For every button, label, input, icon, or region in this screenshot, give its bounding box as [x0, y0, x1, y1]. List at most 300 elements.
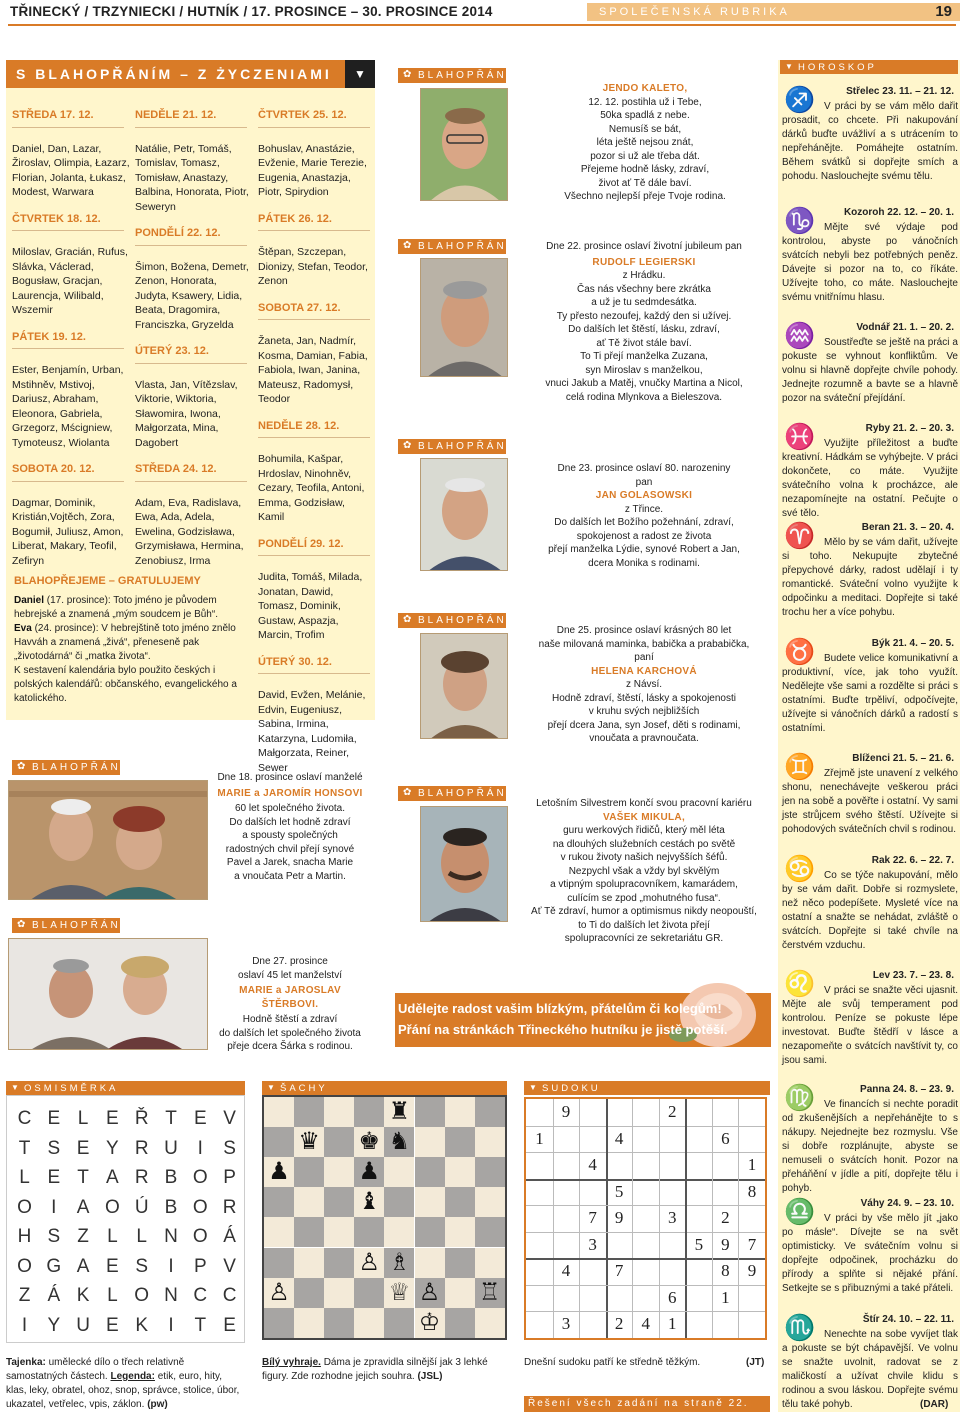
greet-daniel-text: (17. prosince): Toto jméno je původem hebrejské a znamená „mým soudcem je Bůh“.: [14, 595, 218, 620]
nameday-names: Miloslav, Gracián, Rufus, Slávka, Václerad, Bogusław, Gracjan, Laurencja, Wilibald, Wszemir: [12, 246, 128, 316]
nameday-names: David, Evžen, Melánie, Edvin, Eugeniusz, Sabina, Irmina, Katarzyna, Ludomiła, Małgorzata, Reiner, Sewer: [258, 689, 366, 774]
chess-square[interactable]: [475, 1308, 505, 1338]
sudoku-given[interactable]: 2: [721, 1208, 730, 1228]
sudoku-given[interactable]: 4: [641, 1314, 650, 1334]
word-search-letter[interactable]: Y: [47, 1314, 61, 1336]
word-search-letter[interactable]: R: [134, 1137, 149, 1159]
word-search-letter[interactable]: A: [76, 1196, 90, 1218]
honsovi-line: Pavel a Jarek, snacha Marie: [226, 857, 354, 868]
chess-square[interactable]: [264, 1248, 294, 1278]
legierski-line: Ty přesto nezoufej, každý den si užívej.: [556, 310, 732, 322]
zodiac-text-body: Mějte své výdaje pod kontrolou, abyste po vánočních svátcích nebyli bez potřebných peněz. Dávejte si pozor na to, co říkáte. Užívejte toho, co máte. Naslouchejte svému vnitřnímu hlasu.: [782, 222, 958, 303]
namedays-heading: S BLAHOPŘÁNÍM – Z ŻYCZENIAMI: [6, 60, 375, 88]
mikula-line: v rukou životy našich nejvyšších šéfů.: [560, 852, 728, 863]
chess-piece[interactable]: ♖: [478, 1278, 501, 1306]
legierski-line: a už je tu sedmdesátka.: [591, 297, 697, 308]
chess-square[interactable]: [324, 1217, 354, 1247]
word-search-letter[interactable]: H: [17, 1226, 32, 1247]
golasowski-name: JAN GOLASOWSKI: [595, 490, 693, 501]
sudoku-given[interactable]: 1: [747, 1155, 757, 1175]
mikula-line: Ať Tě zdraví, humor a optimismus nikdy neopouští,: [531, 906, 757, 917]
tajenka-text: umělecké dílo o třech relativně samostatných částech.: [6, 1357, 185, 1382]
word-search-letter[interactable]: O: [192, 1167, 208, 1188]
word-search-letter[interactable]: T: [194, 1314, 207, 1336]
word-search-letter[interactable]: K: [76, 1285, 90, 1306]
word-search-letter[interactable]: V: [223, 1255, 236, 1277]
word-search-letter[interactable]: R: [222, 1196, 237, 1218]
nameday-names: Natálie, Petr, Tomáš, Tomislav, Tomasz, Tomisław, Anastazy, Balbina, Honorata, Piotr, Seweryn: [135, 142, 249, 213]
chess-square[interactable]: [445, 1248, 475, 1278]
chess-piece[interactable]: ♝: [358, 1188, 381, 1216]
sterbovi-name: MARIE a JAROSLAV ŠTĚRBOVI.: [239, 985, 341, 1010]
word-search-letter[interactable]: S: [47, 1137, 61, 1159]
word-search-letter[interactable]: A: [106, 1167, 119, 1188]
sudoku-given[interactable]: 7: [588, 1208, 597, 1228]
nameday-date: SOBOTA 20. 12.: [12, 462, 124, 482]
nameday-date: PONDĚLÍ 29. 12.: [258, 537, 370, 557]
photo-jenda-kaleta: [420, 88, 508, 201]
chess-square[interactable]: [475, 1157, 505, 1187]
chess-square[interactable]: [384, 1187, 414, 1217]
chess-square[interactable]: [294, 1308, 324, 1338]
word-search-letter[interactable]: L: [107, 1226, 118, 1247]
sudoku-gridline: [526, 1232, 765, 1233]
chess-piece[interactable]: ♔: [418, 1308, 441, 1336]
nameday-names: Dagmar, Dominik, Kristián,Vojtěch, Zora, Bogumił, Juliusz, Amon, Liberat, Makary, Teofil, Zefiryn: [12, 496, 124, 567]
blahoprani-label-4: ✿ BLAHOPŘÁNÍ: [398, 613, 506, 628]
legierski-line: Do dalších let štěstí, lásku, zdraví,: [568, 324, 720, 335]
header-rule: [8, 24, 956, 26]
word-search-letter[interactable]: S: [223, 1137, 236, 1159]
tajenka-label: Tajenka:: [6, 1357, 46, 1368]
word-search-letter[interactable]: Á: [47, 1285, 61, 1306]
nameday-date: PÁTEK 26. 12.: [258, 212, 370, 232]
sudoku-given[interactable]: 1: [535, 1128, 544, 1148]
chess-square[interactable]: [445, 1097, 475, 1127]
word-search-letter[interactable]: I: [21, 1314, 28, 1336]
chess-square[interactable]: [384, 1157, 414, 1187]
zodiac-sign-icon: ♎: [784, 1198, 816, 1226]
sudoku-given[interactable]: 2: [614, 1314, 624, 1334]
chess-square[interactable]: [264, 1097, 294, 1127]
honsovi-line: Do dalších let hodně zdraví: [229, 816, 351, 828]
chess-square[interactable]: [264, 1217, 294, 1247]
karchova-line: z Návsí.: [625, 679, 663, 690]
karchova-line: Hodně zdraví, štěstí, lásky a spokojenosti: [552, 692, 736, 704]
chess-square[interactable]: [294, 1278, 324, 1308]
zodiac-sign-icon: ♓: [784, 423, 816, 451]
photo-sterbovi: [8, 938, 208, 1050]
blahoprani-label-7: ✿ BLAHOPŘÁNÍ: [12, 918, 120, 933]
chess-piece[interactable]: ♙: [358, 1248, 381, 1276]
nameday-date: STŘEDA 24. 12.: [135, 462, 247, 482]
zodiac-text-body: Soustřeďte se ještě na práci a pokuste se vyhnout konfliktům. Ve volnu si hlavně dopřejte chvíle pohody. Jednejte rozumně a bavte se a hlavně pozor na sváteční přejídání.: [782, 337, 958, 404]
nameday-date: ČTVRTEK 18. 12.: [12, 212, 124, 232]
chess-square[interactable]: [475, 1217, 505, 1247]
sudoku-given[interactable]: 9: [721, 1234, 730, 1254]
legierski-line: ať Tě život stále baví.: [596, 337, 692, 349]
zodiac-sign-icon: ♈: [784, 522, 816, 550]
chess-square[interactable]: [324, 1278, 354, 1308]
word-search-letter[interactable]: S: [47, 1226, 61, 1247]
nameday-names: Judita, Tomáš, Milada, Jonatan, Dawid, Tomasz, Dominik, Gustaw, Aspazja, Marcin, Trofim: [258, 571, 363, 641]
word-search-letter[interactable]: O: [192, 1196, 208, 1218]
chess-square[interactable]: [415, 1097, 445, 1127]
chess-square[interactable]: [445, 1217, 475, 1247]
chess-square[interactable]: [294, 1248, 324, 1278]
golasowski-line: Do dalších let Božího požehnání, zdraví,: [554, 517, 734, 528]
word-search-letter[interactable]: Z: [18, 1285, 31, 1306]
word-search-letter[interactable]: K: [135, 1314, 149, 1336]
word-search-letter[interactable]: P: [193, 1255, 207, 1277]
chess-square[interactable]: [445, 1278, 475, 1308]
sudoku-grid[interactable]: [524, 1097, 767, 1340]
sudoku-given[interactable]: 7: [614, 1261, 624, 1281]
kaleta-line: Přejeme hodně lásky, zdraví,: [580, 164, 710, 175]
zodiac-text: [782, 100, 958, 184]
zodiac-sign-icon: ♉: [784, 638, 816, 666]
chess-piece[interactable]: ♛: [298, 1128, 320, 1156]
zodiac-date: Panna 24. 8. – 23. 9.: [860, 1084, 954, 1095]
sterbovi-intro: oslaví 45 let manželství: [238, 969, 342, 981]
golasowski-line: dcera Monika s rodinami.: [588, 557, 700, 569]
word-search-letter[interactable]: L: [77, 1108, 89, 1129]
sudoku-given[interactable]: 5: [614, 1181, 624, 1201]
honsovi-line: radostných chvil přejí synové: [225, 843, 355, 855]
zodiac-sign-icon: ♒: [784, 322, 816, 350]
honsovi-line: a vnoučata Petr a Martin.: [234, 870, 346, 882]
mikula-line: na dlouhých služebních cestách po světě: [552, 838, 736, 850]
word-search-letter[interactable]: Y: [106, 1137, 119, 1159]
chess-piece[interactable]: ♞: [388, 1128, 411, 1156]
word-search-letter[interactable]: S: [135, 1255, 149, 1277]
chess-square[interactable]: [264, 1187, 294, 1217]
word-search-letter[interactable]: I: [168, 1255, 174, 1277]
sudoku-given[interactable]: 9: [561, 1102, 571, 1121]
word-search-letter[interactable]: E: [47, 1167, 61, 1188]
zodiac-text: [782, 221, 958, 305]
golasowski-line: z Třince.: [624, 503, 664, 515]
chess-square[interactable]: [264, 1308, 294, 1338]
blahoprani-label-3: ✿ BLAHOPŘÁNÍ: [398, 439, 506, 454]
chess-square[interactable]: [324, 1248, 354, 1278]
sudoku-given[interactable]: 5: [694, 1234, 704, 1254]
word-search-letter[interactable]: I: [168, 1314, 174, 1336]
word-search-letter[interactable]: E: [193, 1108, 207, 1129]
nameday-date: ČTVRTEK 25. 12.: [258, 108, 370, 128]
word-search-letter[interactable]: C: [193, 1285, 208, 1306]
nameday-names: Štěpan, Szczepan, Dionizy, Stefan, Teodor, Zenon: [258, 246, 368, 287]
kaleta-line: 50ka spadlá z nebe.: [600, 110, 690, 121]
word-search-letter[interactable]: L: [107, 1285, 118, 1306]
sudoku-gridline: [526, 1258, 765, 1260]
sudoku-given[interactable]: 7: [747, 1234, 757, 1254]
sudoku-given[interactable]: 3: [668, 1208, 677, 1228]
zodiac-text: [782, 1098, 958, 1196]
zodiac-date: Střelec 23. 11. – 21. 12.: [846, 86, 954, 97]
karchova-line: přejí dcera Jana, syn Josef, děti s rodinami,: [547, 719, 741, 731]
zodiac-text-body: V práci se snažte věci ujasnit. Mějte ale svůj temperament pod kontrolou. Peníze se pokuste lépe investovat. Buďte štědří v lásce a nezapomeňte o svátcích navštívit ty, co jsou sami.: [782, 985, 958, 1066]
legierski-line: celá rodina Mlynkova a Bieleszova.: [565, 391, 723, 403]
zodiac-text-body: Budete velice komunikativní a produktivní, více, jak toho využít. Nedělejte vše sami a rozdělte si práci s ostatními. Buďte trpěliví, odpočívejte, užívejte si vánočních dárků a radostí s ostatními.: [782, 653, 958, 734]
golasowski-line: přejí manželka Lýdie, synové Robert a Jan,: [548, 544, 740, 555]
chess-square[interactable]: [475, 1187, 505, 1217]
chess-square[interactable]: [294, 1217, 324, 1247]
word-search-letter[interactable]: T: [77, 1167, 89, 1188]
zodiac-date: Ryby 21. 2. – 20. 3.: [865, 423, 954, 434]
nameday-names: Vlasta, Jan, Vítězslav, Viktorie, Wiktoria, Sławomira, Iwona, Małgorzata, Mina, Dagobert: [135, 378, 238, 449]
page-header-title: TŘINECKÝ / TRZYNIECKI / HUTNÍK / 17. PROSINCE – 30. PROSINCE 2014: [10, 4, 493, 19]
zodiac-text-body: Ve financích si nechte poradit od zkušenějších a nepřehánějte to s nákupy. Nejednejte bez rozmyslu. Vše si dobře rozplánujte, abyste se nemuseli o svátcích honit. Pozor na přeháňění v jídle a pití, dopřejte tělu i pohyb.: [782, 1099, 958, 1194]
kaleta-line: Nemusíš se bát,: [608, 123, 682, 135]
word-search-letter[interactable]: O: [105, 1196, 120, 1218]
word-search-letter[interactable]: Ř: [134, 1108, 149, 1129]
sudoku-given[interactable]: 9: [747, 1261, 757, 1281]
word-search-letter[interactable]: Z: [77, 1226, 89, 1247]
zodiac-text: [782, 767, 958, 837]
honsovi-name: MARIE a JAROMÍR HONSOVI: [217, 787, 363, 799]
kaleta-line: léta ještě nejsou znát,: [596, 137, 694, 148]
chess-square[interactable]: [324, 1127, 354, 1157]
chess-square[interactable]: [324, 1157, 354, 1187]
word-search-letter[interactable]: N: [164, 1226, 178, 1247]
chess-square[interactable]: [294, 1097, 324, 1127]
nameday-date: SOBOTA 27. 12.: [258, 301, 370, 321]
chess-square[interactable]: [354, 1217, 384, 1247]
word-search-letter[interactable]: B: [164, 1167, 178, 1188]
sterbovi-line: do dalších let společného života: [219, 1027, 361, 1039]
chess-square[interactable]: [324, 1097, 354, 1127]
word-search-letter[interactable]: E: [223, 1314, 236, 1336]
chess-square[interactable]: [384, 1217, 414, 1247]
chess-square[interactable]: [354, 1097, 384, 1127]
sudoku-given[interactable]: 6: [668, 1287, 677, 1307]
sudoku-gridline: [526, 1205, 765, 1206]
mikula-intro: Letošním Silvestrem končí svou pracovní kariéru: [536, 798, 752, 809]
word-search-letter[interactable]: B: [164, 1196, 178, 1218]
karchova-intro: paní: [634, 652, 654, 663]
word-search-letter[interactable]: O: [192, 1226, 208, 1247]
chess-piece[interactable]: ♟: [358, 1158, 381, 1186]
legierski-line: vnuci Jakub a Matěj, vnučky Martina a Nicol,: [545, 378, 743, 389]
chess-piece[interactable]: ♗: [388, 1248, 411, 1276]
zodiac-text-body: Nenechte na sobe vyvíjet tlak a pokuste se být chápavější. Ve volnu se snažte uvolnit, radovat se z maličkostí a užívat chvile klidu s rodinou a svou láskou. Dopřejte svému tělu také pohyb.: [782, 1329, 958, 1410]
announcement-legierski: [518, 240, 770, 404]
namedays-column-1: [12, 108, 130, 580]
announcement-karchova: [518, 624, 770, 746]
chess-heading: ▼ ŠACHY: [262, 1081, 507, 1095]
sudoku-given[interactable]: 3: [588, 1234, 597, 1254]
chess-square[interactable]: [415, 1217, 445, 1247]
chess-piece[interactable]: ♙: [418, 1278, 441, 1306]
word-search-letter[interactable]: T: [18, 1137, 31, 1159]
zodiac-sign-icon: ♏: [784, 1314, 816, 1342]
word-search-letter[interactable]: R: [134, 1167, 149, 1188]
honsovi-intro: Dne 18. prosince oslaví manželé: [217, 772, 363, 783]
golasowski-intro: pan: [635, 476, 653, 488]
announcement-honsovi: [210, 771, 370, 883]
chess-square[interactable]: [445, 1187, 475, 1217]
chess-board[interactable]: [262, 1095, 507, 1340]
word-search-letter[interactable]: P: [223, 1167, 236, 1188]
word-search-letter[interactable]: C: [222, 1285, 237, 1306]
legierski-line: To Ti přejí manželka Zuzana,: [580, 351, 708, 362]
chess-square[interactable]: [415, 1157, 445, 1187]
word-search-letter[interactable]: A: [76, 1255, 90, 1277]
mikula-line: a vtipným spolupracovníkem, kamarádem,: [550, 879, 738, 890]
word-search-letter[interactable]: O: [134, 1285, 150, 1306]
zodiac-date: Lev 23. 7. – 23. 8.: [872, 970, 954, 981]
chess-square[interactable]: [445, 1157, 475, 1187]
greetings-heading: BLAHOPŘEJEME – GRATULUJEMY: [14, 575, 201, 587]
blahoprani-label-1: ✿ BLAHOPŘÁNÍ: [398, 68, 506, 83]
photo-helena-karchova: [420, 633, 508, 739]
word-search-letter[interactable]: Ú: [134, 1196, 149, 1218]
golasowski-intro: Dne 23. prosince oslaví 80. narozeniny: [557, 463, 731, 474]
word-search-letter[interactable]: O: [17, 1196, 32, 1218]
chess-square[interactable]: [415, 1248, 445, 1278]
chess-square[interactable]: [324, 1308, 354, 1338]
chess-caption-text: Dáma je zpravidla silnější jak 3 lehké figury. Zde rozhodne jejich souhra.: [262, 1357, 488, 1382]
word-search-letter[interactable]: L: [19, 1167, 30, 1188]
nameday-names: Daniel, Dan, Lazar, Žiroslav, Olimpia, Łazarz, Florian, Jolanta, Łukasz, Modest, Warwara: [12, 142, 130, 198]
sudoku-given[interactable]: 4: [561, 1261, 571, 1281]
chess-square[interactable]: [294, 1187, 324, 1217]
word-search-letter[interactable]: G: [46, 1255, 62, 1277]
blahoprani-label-2: ✿ BLAHOPŘÁNÍ: [398, 239, 506, 254]
chess-piece[interactable]: ♚: [358, 1128, 381, 1156]
photo-jan-golasowski: [420, 458, 508, 571]
word-search-letter[interactable]: L: [136, 1226, 147, 1247]
sudoku-given[interactable]: 8: [747, 1181, 757, 1201]
zodiac-sign-icon: ♌: [784, 970, 816, 998]
chess-caption: [262, 1356, 507, 1384]
mikula-line: culícím se zpod „mohutného fusa“.: [567, 892, 721, 904]
sudoku-given[interactable]: 4: [614, 1128, 624, 1148]
zodiac-text-body: Využijte příležitost a buďte kreativní. Hádkám se vyhýbejte. V práci dokončete, co máte. Využijte svátečního volna k procházce, ale nezapomínejte na ostatní. Pečujte o své tělo.: [782, 438, 958, 519]
kaleta-name: JENDO KALETO,: [602, 83, 688, 94]
kaleta-line: pozor si už ale třeba dát.: [590, 150, 700, 162]
announcement-golasowski: [518, 462, 770, 570]
nameday-date: STŘEDA 17. 12.: [12, 108, 124, 128]
mikula-line: spolupracovníci ze sekretariátu GR.: [564, 933, 724, 944]
word-search-letter[interactable]: C: [17, 1108, 32, 1129]
chess-square[interactable]: [324, 1187, 354, 1217]
chess-piece[interactable]: ♜: [388, 1098, 411, 1125]
chess-square[interactable]: [475, 1248, 505, 1278]
mikula-line: guru werkových řidičů, který měl léta: [563, 825, 725, 836]
chess-square[interactable]: [475, 1127, 505, 1157]
zodiac-date: Štír 24. 10. – 22. 11.: [862, 1314, 954, 1325]
legenda-text: etik, euro, hity, klas, leky, obratel, ohoz, snop, správce, stolice, úbor, ukazatel, vetřelec, vpis, záklon.: [6, 1371, 240, 1410]
zodiac-text-body: Co se týče nakupování, mělo by se vám dařit. Dobře si rozmyslete, než něco podepíšete. Mysleté více na ostatní a snažte se nehádat, zvláště o svátcích. Dopřejte si také chvíle na čerstvém vzduchu.: [782, 870, 958, 951]
zodiac-sign-icon: ♐: [784, 86, 816, 114]
word-search-letter[interactable]: E: [106, 1314, 119, 1336]
namedays-column-2: [135, 108, 253, 580]
word-search-letter[interactable]: E: [106, 1255, 119, 1277]
sudoku-gridline: [526, 1179, 765, 1181]
chess-square[interactable]: [264, 1127, 294, 1157]
zodiac-sign-icon: ♍: [784, 1084, 816, 1112]
word-search-grid[interactable]: [6, 1095, 245, 1343]
chess-piece[interactable]: ♟: [268, 1158, 290, 1186]
chess-square[interactable]: [354, 1308, 384, 1338]
word-search-letter[interactable]: O: [17, 1255, 32, 1277]
chess-piece[interactable]: ♕: [388, 1278, 411, 1306]
chess-square[interactable]: [354, 1278, 384, 1308]
honsovi-line: a spousty společných: [242, 830, 338, 841]
word-search-letter[interactable]: I: [197, 1137, 203, 1159]
sterbovi-line: Hodně štěstí a zdraví: [242, 1014, 338, 1025]
word-search-letter[interactable]: Á: [223, 1226, 236, 1247]
golasowski-line: spokojenost a radost ze života: [576, 530, 712, 542]
sudoku-given[interactable]: 3: [561, 1314, 571, 1334]
word-search-letter[interactable]: E: [76, 1137, 90, 1159]
nameday-names: Ester, Benjamín, Urban, Mstihněv, Mstivoj, Dariusz, Abraham, Eleonora, Gabriela, Grzegorz, Mścigniew, Tymoteusz, Wiolanta: [12, 364, 124, 449]
sudoku-credit: (JT): [746, 1357, 765, 1368]
zodiac-text: [782, 536, 958, 620]
sudoku-given[interactable]: 4: [588, 1155, 597, 1175]
sudoku-given[interactable]: 9: [614, 1208, 624, 1228]
nameday-names: Bohumila, Kašpar, Hrdoslav, Ninohněv, Cezary, Teofila, Antoni, Emma, Godzisław, Kamil: [258, 453, 365, 523]
sudoku-gridline: [526, 1311, 765, 1312]
nameday-names: Adam, Eva, Radislava, Ewa, Ada, Adela, Ewelina, Godzisława, Grzymisława, Hermina, Zenobiusz, Irma: [135, 496, 244, 567]
greet-name-daniel: Daniel: [14, 595, 45, 606]
word-search-letter[interactable]: U: [76, 1314, 90, 1336]
chess-square[interactable]: [294, 1157, 324, 1187]
photo-vasek-mikula: [420, 806, 508, 922]
sudoku-given[interactable]: 1: [668, 1314, 677, 1334]
chess-square[interactable]: [445, 1127, 475, 1157]
chess-square[interactable]: [445, 1308, 475, 1338]
chess-piece[interactable]: ♙: [268, 1278, 290, 1306]
sudoku-given[interactable]: 2: [668, 1102, 677, 1121]
word-search-letter[interactable]: N: [164, 1285, 178, 1306]
zodiac-text: [782, 652, 958, 736]
sudoku-gridline: [526, 1152, 765, 1153]
word-search-letter[interactable]: E: [106, 1108, 119, 1129]
sudoku-given[interactable]: 6: [721, 1128, 730, 1148]
zodiac-text: [782, 869, 958, 953]
word-search-letter[interactable]: V: [223, 1108, 236, 1129]
chess-square[interactable]: [384, 1308, 414, 1338]
zodiac-text-body: V práci by vše mělo jít „jako po másle“. Dívejte se na svět optimisticky. Ve svátečním volnu si dopřejte odpočinek, procházku do přírody a splňte si nějaké přání. Setkejte se s přibuznými a také přáteli.: [782, 1213, 958, 1294]
nameday-date: NEDĚLE 21. 12.: [135, 108, 247, 128]
sudoku-given[interactable]: 1: [721, 1287, 730, 1307]
honsovi-line: 60 let společného života.: [234, 803, 346, 814]
nameday-date: ÚTERÝ 30. 12.: [258, 655, 370, 675]
chess-square[interactable]: [415, 1187, 445, 1217]
banner-line-1: Udělejte radost vašim blízkým, přátelům či kolegům!: [398, 1001, 722, 1016]
word-search-letter[interactable]: I: [51, 1196, 57, 1218]
word-search-letter[interactable]: T: [165, 1108, 177, 1129]
solution-note: Řešení všech zadání na straně 22.: [524, 1396, 770, 1412]
chess-square[interactable]: [415, 1127, 445, 1157]
legierski-name: RUDOLF LEGIERSKI: [592, 256, 696, 268]
nameday-date: PÁTEK 19. 12.: [12, 330, 124, 350]
word-search-letter[interactable]: U: [164, 1137, 178, 1159]
rubric-banner: SPOLEČENSKÁ RUBRIKA: [587, 3, 960, 21]
chess-square[interactable]: [475, 1097, 505, 1127]
zodiac-date: Beran 21. 3. – 20. 4.: [861, 522, 954, 533]
page-number: 19: [935, 3, 952, 20]
namedays-column-3: [258, 108, 370, 787]
zodiac-date: Vodnář 21. 1. – 20. 2.: [856, 322, 954, 333]
collapse-arrow-icon[interactable]: ▼: [345, 60, 375, 88]
word-search-letter[interactable]: E: [47, 1108, 61, 1129]
sterbovi-line: přeje dcera Šárka s rodinou.: [227, 1041, 353, 1052]
sudoku-given[interactable]: 8: [721, 1261, 730, 1281]
